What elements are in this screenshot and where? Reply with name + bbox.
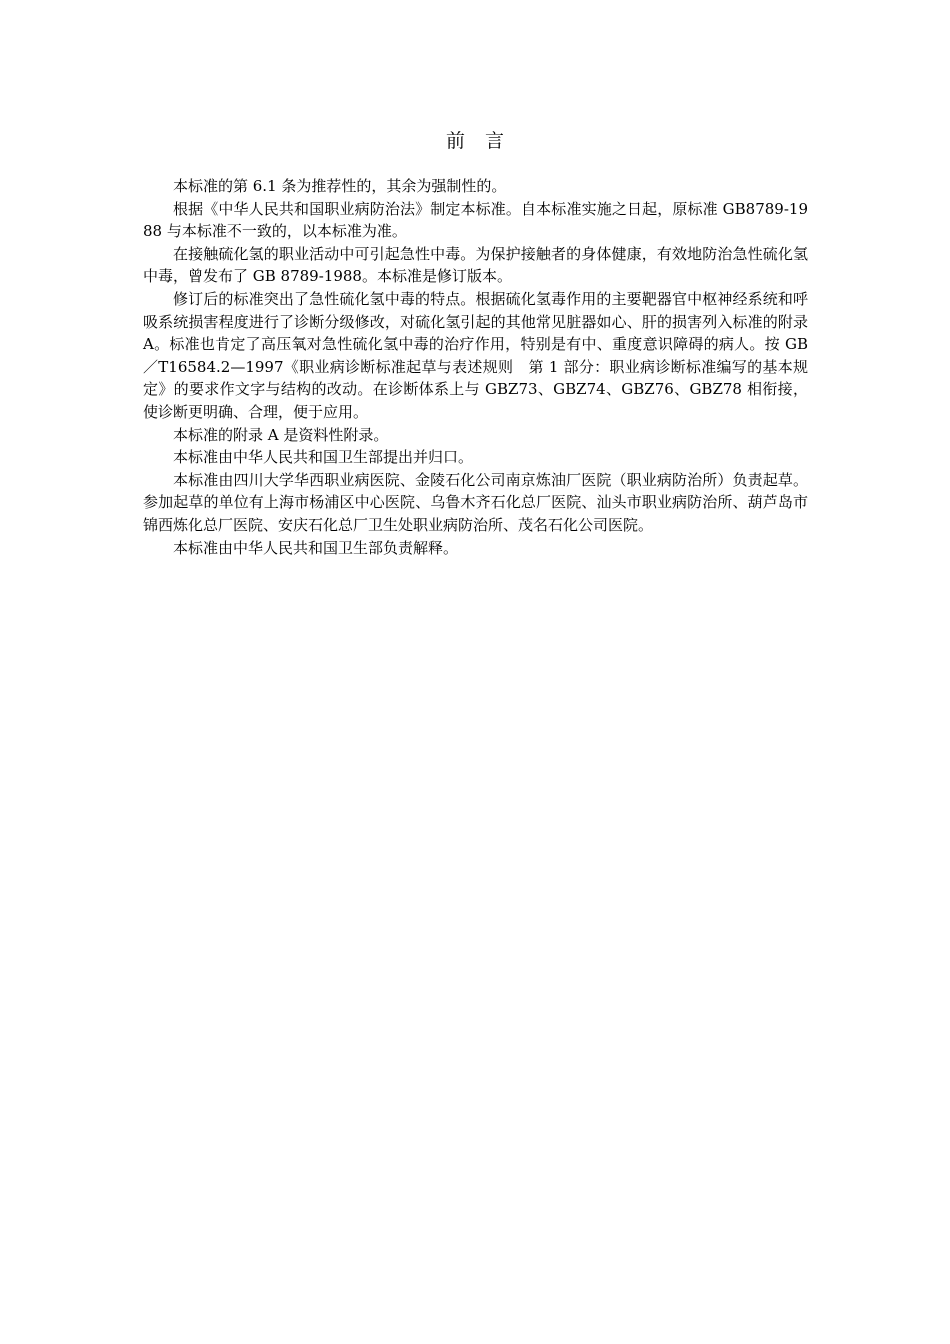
paragraph-appendix-note: 本标准的附录 A 是资料性附录。 bbox=[173, 425, 389, 444]
paragraph-interpretation: 本标准由中华人民共和国卫生部负责解释。 bbox=[173, 538, 459, 557]
paragraph-background: 在接触硫化氢的职业活动中可引起急性中毒。为保护接触者的身体健康，有效地防治急性硫化氢中毒，曾发布了 GB 8789-1988。本标准是修订版本。 bbox=[143, 244, 808, 286]
body-text bbox=[143, 175, 808, 559]
paragraph-legal-basis: 根据《中华人民共和国职业病防治法》制定本标准。自本标准实施之日起，原标准 GB8789-1988 与本标准不一致的，以本标准为准。 bbox=[143, 199, 808, 241]
paragraph-drafters: 本标准由四川大学华西职业病医院、金陵石化公司南京炼油厂医院（职业病防治所）负责起草。参加起草的单位有上海市杨浦区中心医院、乌鲁木齐石化总厂医院、汕头市职业病防治所、葫芦岛市锦西炼化总厂医院、安庆石化总厂卫生处职业病防治所、茂名石化公司医院。 bbox=[143, 470, 808, 534]
paragraph-clause-note: 本标准的第 6.1 条为推荐性的，其余为强制性的。 bbox=[173, 177, 507, 195]
paragraph-revision-details: 修订后的标准突出了急性硫化氢中毒的特点。根据硫化氢毒作用的主要靶器官中枢神经系统和呼吸系统损害程度进行了诊断分级修改，对硫化氢引起的其他常见脏器如心、肝的损害列入标准的附录 A。标准也肯定了高压氧对急性硫化氢中毒的治疗作用，特别是有中、重度意识障碍的病人。按 GB／T16584.2—1997《职业病诊断标准起草与表述规则 第 1 部分：职业病诊断标准编写的基本规定》的要求作文字与结构的改动。在诊断体系上与 GBZ73、GBZ74、GBZ76、GBZ78 相衔接，使诊断更明确、合理，便于应用。 bbox=[143, 289, 808, 421]
paragraph-proposer: 本标准由中华人民共和国卫生部提出并归口。 bbox=[173, 448, 474, 467]
page-title: 前言 bbox=[445, 130, 524, 152]
